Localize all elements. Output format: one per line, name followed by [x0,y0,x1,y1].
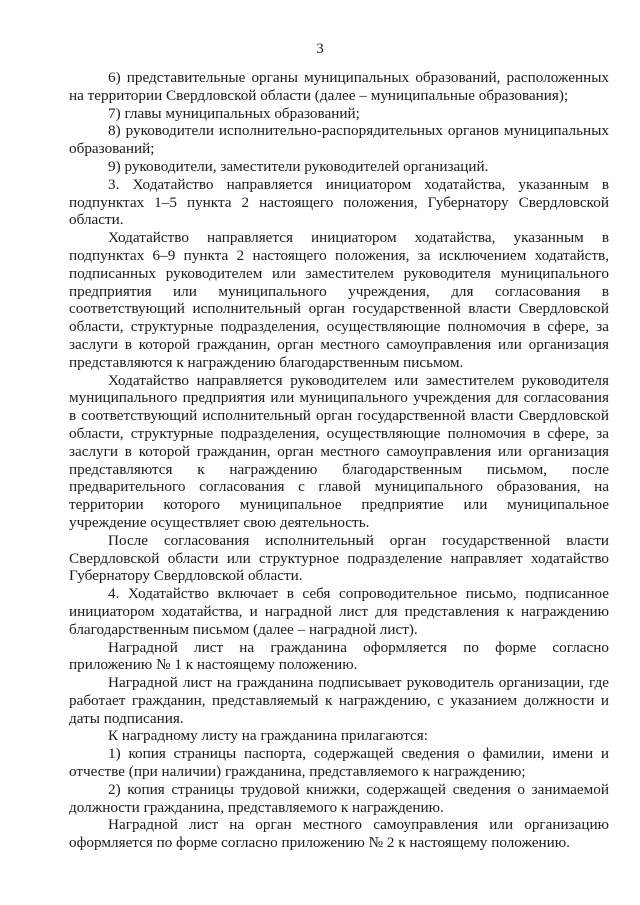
paragraph-item-9: 9) руководители, заместители руководителей организаций. [108,157,489,175]
paragraph: Ходатайство направляется руководителем или заместителем руководителя муниципального предприятия или муниципального учреждения для согласования в соответствующий исполнительный орган государственной власти Свердловской области, структурные подразделения, осуществляющие полномочия в сфере, за заслуги в которой гражданин, орган местного самоуправления или организация представляются к награждению благодарственным письмом, после предварительного согласования с главой муниципального образования, на территории которого муниципальное предприятие или муниципальное учреждение осуществляет свою деятельность. [69,371,609,531]
paragraph: К наградному листу на гражданина прилагаются: [108,727,428,745]
page-number: 3 [316,41,324,57]
paragraph-item-8: 8) руководители исполнительно-распорядительных органов муниципальных образований; [69,122,609,158]
paragraph: Ходатайство направляется инициатором ходатайства, указанным в подпунктах 6–9 пункта 2 настоящего положения, за исключением ходатайств, подписанных руководителем или заместителем руководителя муниципального предприятия или муниципального учреждения, для согласования в соответствующий исполнительный орган государственной власти Свердловской области, структурные подразделения, осуществляющие полномочия в сфере, за заслуги в которой гражданин, орган местного самоуправления или организация представляются к награждению благодарственным письмом. [69,229,609,371]
paragraph-list-item: 2) копия страницы трудовой книжки, содержащей сведения о занимаемой должности гражданина, представляемого к награждению. [69,780,609,816]
paragraph-clause-4: 4. Ходатайство включает в себя сопроводительное письмо, подписанное инициатором ходатайства, и наградной лист для представления к награждению благодарственным письмом (далее – наградной лист). [69,585,609,638]
paragraph: После согласования исполнительный орган государственной власти Свердловской области или структурное подразделение направляет ходатайство Губернатору Свердловской области. [69,531,609,585]
paragraph: Наградной лист на гражданина оформляется по форме согласно приложению № 1 к настоящему положению. [69,638,609,674]
paragraph-item-6: 6) представительные органы муниципальных образований, расположенных на территории Свердловской области (далее – муниципальные образования); [69,69,609,104]
paragraph-item-7: 7) главы муниципальных образований; [108,104,360,122]
paragraph: Наградной лист на гражданина подписывает руководитель организации, где работает гражданин, представляемый к награждению, с указанием должности и даты подписания. [69,674,609,727]
document-body [69,69,609,852]
paragraph-clause-3: 3. Ходатайство направляется инициатором ходатайства, указанным в подпунктах 1–5 пункта 2 настоящего положения, Губернатору Свердловской области. [69,175,609,229]
paragraph: Наградной лист на орган местного самоуправления или организацию оформляется по форме согласно приложению № 2 к настоящему положению. [69,816,609,852]
paragraph-list-item: 1) копия страницы паспорта, содержащей сведения о фамилии, имени и отчестве (при наличии) гражданина, представляемого к награждению; [69,745,609,781]
